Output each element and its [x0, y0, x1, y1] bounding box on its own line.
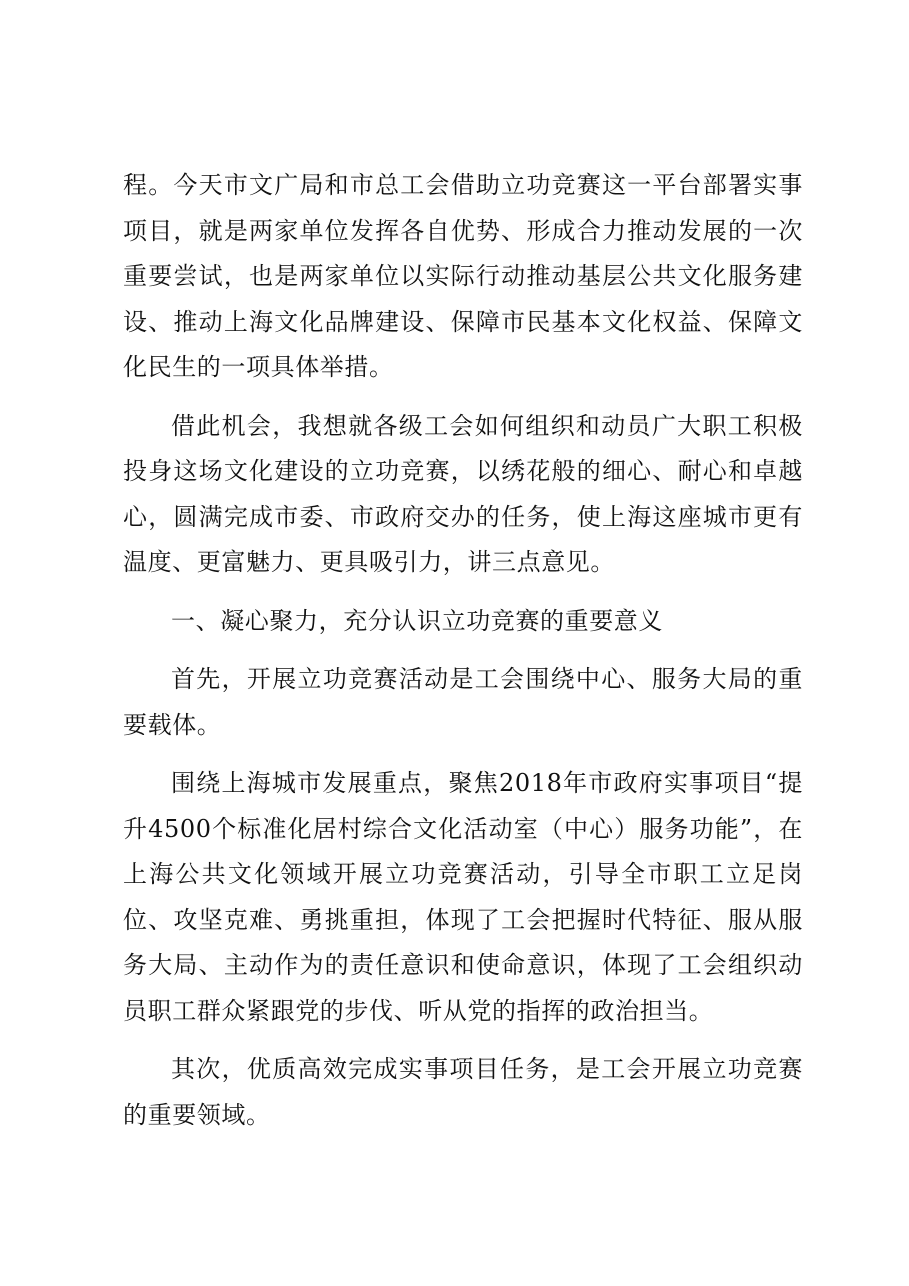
text-line: 投身这场文化建设的立功竞赛，以绣花般的细心、耐心和卓越 — [123, 457, 803, 485]
paragraph-gap — [123, 391, 803, 404]
text-line: 首先，开展立功竞赛活动是工会围绕中心、服务大局的重 — [171, 665, 803, 693]
paragraph — [123, 1047, 803, 1138]
body-text — [123, 163, 803, 1138]
text-line: 上海公共文化领域开展立功竞赛活动，引导全市职工立足岗 — [123, 860, 803, 888]
text-line: 员职工群众紧跟党的步伐、听从党的指挥的政治担当。 — [123, 996, 714, 1025]
text-line: 要载体。 — [123, 710, 222, 739]
paragraph-gap — [123, 748, 803, 761]
text-line: 重要尝试，也是两家单位以实际行动推动基层公共文化服务建 — [123, 262, 803, 290]
text-line: 位、攻坚克难、勇挑重担，体现了工会把握时代特征、服从服 — [123, 905, 803, 934]
paragraph-gap — [123, 644, 803, 657]
paragraph — [123, 163, 803, 391]
section-heading — [123, 599, 803, 645]
text-line: 围绕上海城市发展重点，聚焦2018年市政府实事项目“提 — [171, 769, 803, 797]
text-line: 温度、更富魅力、更具吸引力，讲三点意见。 — [123, 548, 615, 576]
text-line: 务大局、主动作为的责任意识和使命意识，体现了工会组织动 — [123, 951, 803, 979]
paragraph — [123, 761, 803, 1034]
text-line: 借此机会，我想就各级工会如何组织和动员广大职工积极 — [171, 411, 803, 440]
text-line: 的重要领域。 — [123, 1100, 271, 1129]
text-line: 程。今天市文广局和市总工会借助立功竞赛这一平台部署实事 — [123, 171, 803, 199]
text-line: 设、推动上海文化品牌建设、保障市民基本文化权益、保障文 — [123, 307, 803, 336]
heading-line: 一、凝心聚力，充分认识立功竞赛的重要意义 — [171, 606, 663, 635]
text-line: 项目，就是两家单位发挥各自优势、形成合力推动发展的一次 — [123, 216, 803, 245]
paragraph — [123, 657, 803, 748]
paragraph — [123, 404, 803, 586]
text-line: 升4500个标准化居村综合文化活动室（中心）服务功能”，在 — [123, 814, 803, 843]
paragraph-gap — [123, 586, 803, 599]
text-line: 其次，优质高效完成实事项目任务，是工会开展立功竞赛 — [171, 1055, 803, 1083]
text-line: 心，圆满完成市委、市政府交办的任务，使上海这座城市更有 — [123, 502, 803, 531]
paragraph-gap — [123, 1034, 803, 1047]
text-line: 化民生的一项具体举措。 — [123, 353, 394, 381]
